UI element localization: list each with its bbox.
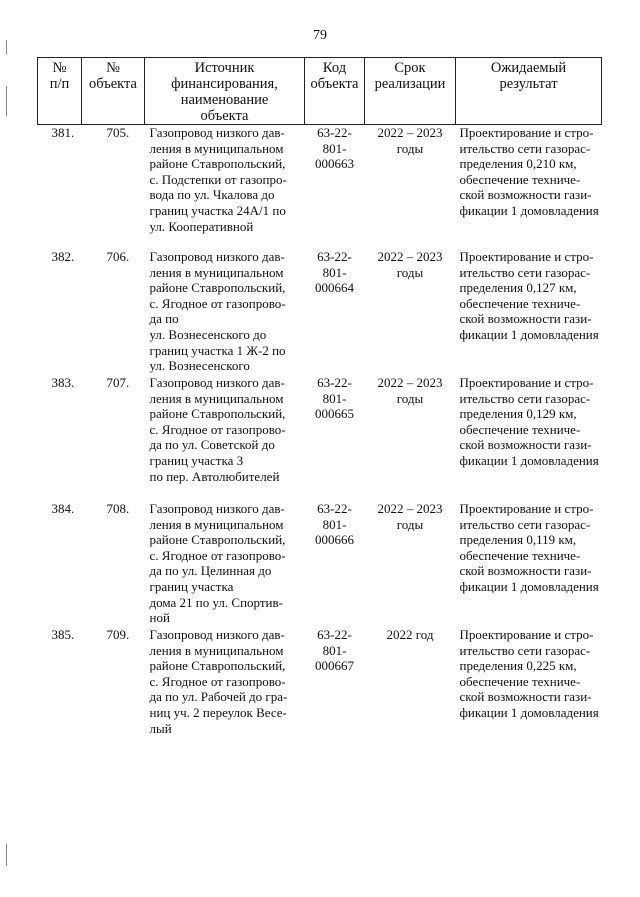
text-line: 000667 (315, 658, 354, 674)
table-row (38, 501, 602, 627)
text-line: пределения 0,210 км, (459, 156, 577, 172)
object-number-cell: 708. (106, 501, 130, 516)
text-line: границ участка 24А/1 по (149, 202, 286, 218)
header-term (365, 58, 456, 125)
result-cell (456, 627, 602, 753)
text-line: Проектирование и стро- (459, 375, 594, 390)
text-line: ления в муниципальном (149, 642, 284, 658)
text-line: годы (396, 516, 424, 532)
gasification-table (37, 57, 602, 753)
text-line: 000665 (315, 406, 354, 422)
row-number-cell: 382. (51, 249, 75, 264)
text-line: обеспечение техниче- (459, 171, 581, 187)
text-line: 801- (322, 140, 347, 156)
text-line: ной (149, 610, 170, 626)
text-line: да по (149, 311, 179, 327)
header-row-number (38, 58, 82, 125)
result-cell (456, 125, 602, 250)
text-line: Проектирование и стро- (459, 627, 594, 642)
text-line: ской возможности гази- (459, 311, 592, 327)
term-cell (365, 125, 456, 250)
text-line: ул. Вознесенского до (149, 326, 267, 342)
text-line: ительство сети газорас- (459, 140, 591, 156)
result-cell (456, 375, 602, 501)
object-number-cell: 706. (106, 249, 130, 264)
text-line: ской возможности гази- (459, 437, 592, 453)
code-cell (305, 501, 365, 627)
text-line: с. Ягодное от газопрово- (149, 547, 286, 563)
text-line: с. Ягодное от газопрово- (149, 421, 286, 437)
text-line: п/п (49, 76, 70, 92)
text-line: границ участка 3 (149, 452, 244, 468)
text-line: пределения 0,127 км, (459, 280, 577, 296)
text-line: 801- (322, 516, 347, 532)
text-line: лый (149, 720, 172, 736)
text-line: Код (322, 60, 347, 76)
code-cell (305, 375, 365, 501)
text-line: годы (396, 264, 424, 280)
text-line: ления в муниципальном (149, 264, 284, 280)
text-line: обеспечение техниче- (459, 295, 581, 311)
text-line: результат (499, 76, 558, 92)
text-line: годы (396, 390, 424, 406)
text-line: обеспечение техниче- (459, 673, 581, 689)
text-line: 000666 (315, 532, 354, 548)
text-line: пределения 0,129 км, (459, 406, 577, 422)
table-row (38, 249, 602, 375)
text-line: 63-22- (317, 125, 352, 140)
text-line: границ участка 1 Ж-2 по (149, 342, 286, 358)
text-line: вода по ул. Чкалова до (149, 187, 275, 203)
result-cell (456, 249, 602, 375)
table-body (38, 125, 602, 754)
text-line: 2022 – 2023 (377, 501, 443, 516)
text-line: Проектирование и стро- (459, 501, 594, 516)
table-row (38, 627, 602, 753)
text-line: Ожидаемый (490, 60, 567, 76)
row-number-cell: 383. (51, 375, 75, 390)
text-line: фикации 1 домовладения (459, 704, 599, 720)
table-row (38, 375, 602, 501)
term-cell (365, 249, 456, 375)
text-line: 63-22- (317, 501, 352, 516)
text-line: ской возможности гази- (459, 689, 592, 705)
term-cell (365, 627, 456, 753)
result-cell (456, 501, 602, 627)
term-cell (365, 375, 456, 501)
text-line: пределения 0,119 км, (459, 532, 577, 548)
text-line: Газопровод низкого дав- (149, 249, 285, 264)
text-line: фикации 1 домовладения (459, 578, 599, 594)
text-line: ской возможности гази- (459, 563, 592, 579)
text-line: № (106, 60, 120, 76)
source-cell (145, 249, 305, 375)
text-line: 63-22- (317, 627, 352, 642)
object-number-cell: 707. (106, 375, 130, 390)
text-line: обеспечение техниче- (459, 421, 581, 437)
text-line: ления в муниципальном (149, 390, 284, 406)
text-line: ул. Вознесенского (149, 358, 250, 374)
code-cell (305, 627, 365, 753)
text-line: Газопровод низкого дав- (149, 627, 285, 642)
document-sheet (37, 57, 601, 753)
header-code (305, 58, 365, 125)
text-line: да по ул. Советской до (149, 437, 275, 453)
object-number-cell: 705. (106, 125, 130, 140)
text-line: 63-22- (317, 375, 352, 390)
text-line: обеспечение техниче- (459, 547, 581, 563)
text-line: границ участка (149, 578, 234, 594)
text-line: ления в муниципальном (149, 516, 284, 532)
text-line: районе Ставропольский, (149, 658, 286, 674)
text-line: 63-22- (317, 249, 352, 264)
text-line: объекта (200, 108, 249, 124)
text-line: ительство сети газорас- (459, 642, 591, 658)
text-line: ской возможности гази- (459, 187, 592, 203)
text-line: Срок (394, 60, 426, 76)
text-line: финансирования, (171, 76, 278, 92)
text-line: районе Ставропольский, (149, 156, 286, 172)
page-number: 79 (313, 28, 327, 43)
text-line: Газопровод низкого дав- (149, 501, 285, 516)
text-line: с. Подстепки от газопро- (149, 171, 287, 187)
text-line: 801- (322, 264, 347, 280)
header-source (145, 58, 305, 125)
text-line: № (52, 60, 67, 76)
term-cell (365, 501, 456, 627)
text-line: реализации (374, 76, 446, 92)
text-line: районе Ставропольский, (149, 280, 286, 296)
source-cell (145, 627, 305, 753)
text-line: фикации 1 домовладения (459, 326, 599, 342)
text-line: по пер. Автолюбителей (149, 468, 280, 484)
table-row (38, 125, 602, 250)
text-line: районе Ставропольский, (149, 406, 286, 422)
text-line: 000663 (315, 156, 354, 172)
scan-margin-mark (6, 844, 7, 866)
text-line: да по ул. Целинная до (149, 563, 272, 579)
text-line: 2022 – 2023 (377, 375, 443, 390)
row-number-cell: 385. (51, 627, 75, 642)
text-line: фикации 1 домовладения (459, 202, 599, 218)
text-line: Источник (194, 60, 255, 76)
text-line: ительство сети газорас- (459, 390, 591, 406)
text-line: фикации 1 домовладения (459, 452, 599, 468)
text-line: 2022 – 2023 (377, 249, 443, 264)
text-line: пределения 0,225 км, (459, 658, 577, 674)
text-line: районе Ставропольский, (149, 532, 286, 548)
text-line: да по ул. Рабочей до гра- (149, 689, 288, 705)
row-number-cell: 384. (51, 501, 75, 516)
text-line: 801- (322, 642, 347, 658)
source-cell (145, 125, 305, 250)
text-line: 801- (322, 390, 347, 406)
source-cell (145, 375, 305, 501)
code-cell (305, 249, 365, 375)
object-number-cell: 709. (106, 627, 130, 642)
text-line: Газопровод низкого дав- (149, 375, 285, 390)
text-line: Проектирование и стро- (459, 125, 594, 140)
code-cell (305, 125, 365, 250)
text-line: ительство сети газорас- (459, 264, 591, 280)
text-line: объекта (310, 76, 359, 92)
text-line: наименование (180, 92, 269, 108)
text-line: с. Ягодное от газопрово- (149, 673, 286, 689)
text-line: ул. Кооперативной (149, 218, 254, 234)
text-line: с. Ягодное от газопрово- (149, 295, 286, 311)
text-line: годы (396, 140, 424, 156)
text-line: ления в муниципальном (149, 140, 284, 156)
header-result (456, 58, 602, 125)
text-line: 2022 – 2023 (377, 125, 443, 140)
scan-margin-mark (6, 86, 7, 116)
text-line: 2022 год (386, 627, 434, 642)
text-line: Газопровод низкого дав- (149, 125, 285, 140)
text-line: 000664 (315, 280, 354, 296)
source-cell (145, 501, 305, 627)
text-line: Проектирование и стро- (459, 249, 594, 264)
header-object-number (82, 58, 145, 125)
row-number-cell: 381. (51, 125, 75, 140)
text-line: ниц уч. 2 переулок Весе- (149, 704, 287, 720)
text-line: объекта (88, 76, 137, 92)
text-line: ительство сети газорас- (459, 516, 591, 532)
text-line: дома 21 по ул. Спортив- (149, 594, 283, 610)
table-header (38, 58, 602, 125)
